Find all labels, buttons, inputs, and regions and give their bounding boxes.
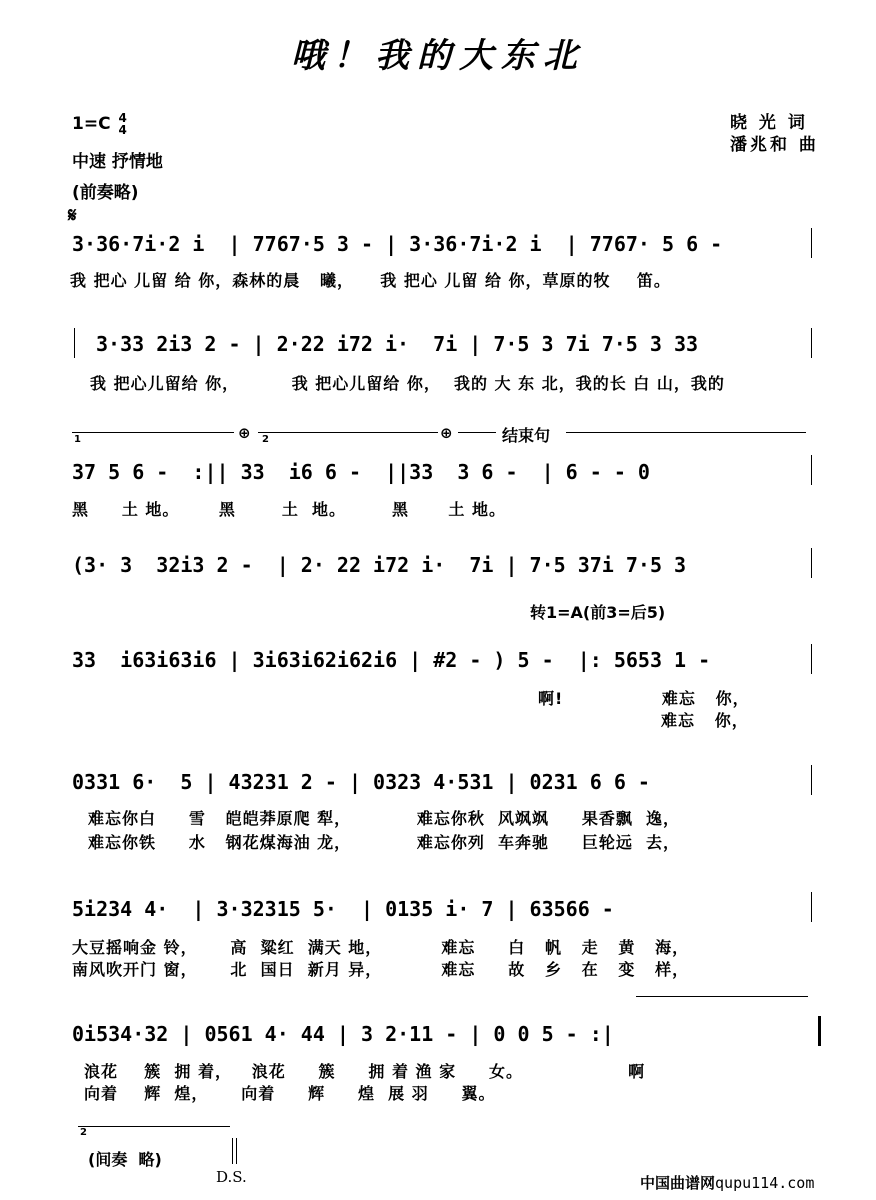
lyric-row-5b: 难忘 你，	[661, 711, 749, 730]
time-sig-numerator: 4	[118, 111, 127, 125]
coda-label: 结束句	[502, 426, 551, 445]
notation-row-4: (3· 3 32i3 2 - | 2· 22 i72 i· 7i | 7·5 37i 7·5 3	[72, 553, 687, 577]
segno-icon: 𝄋	[68, 203, 77, 227]
key-signature	[72, 112, 127, 136]
lyric-row-8a: 浪花 簇 拥 着， 浪花 簇 拥 着 渔 家 女。 啊	[84, 1062, 646, 1081]
barline	[236, 1138, 237, 1164]
lyric-row-5a: 啊! 难忘 你，	[538, 689, 750, 708]
lyric-row-2: 我 把心儿留给 你， 我 把心儿留给 你， 我的 大 东 北，我的长 白 山，我的	[90, 374, 725, 393]
barline	[811, 328, 812, 358]
volta-1-bracket	[72, 432, 234, 433]
lyric-row-6a: 难忘你白 雪 皑皑莽原爬 犁， 难忘你秋 风飒飒 果香飘 逸，	[88, 809, 680, 828]
lyric-row-3: 黑 土 地。 黑 土 地。 黑 土 地。	[72, 500, 506, 519]
ds-marking: D.S.	[216, 1168, 247, 1186]
coda-line	[566, 432, 806, 433]
final-barline	[811, 455, 812, 485]
watermark-url: qupu114.com	[715, 1174, 815, 1192]
barline	[811, 228, 812, 258]
notation-row-8: 0i534·32 | 0561 4· 44 | 3 2·11 - | 0 0 5 - :|	[72, 1022, 614, 1046]
volta-2-label: 2	[262, 434, 269, 445]
composer-credit: 潘兆和 曲	[730, 135, 819, 155]
notation-row-3: 37 5 6 - :|| 33 i6 6 - ||33 3 6 - | 6 - - 0	[72, 460, 650, 484]
interlude-note: (间奏 略)	[88, 1150, 162, 1169]
repeat-start-barline	[74, 328, 75, 358]
barline	[811, 892, 812, 922]
time-sig-denominator: 4	[118, 123, 127, 137]
volta-2-bracket	[258, 432, 438, 433]
volta-2-label: 2	[80, 1127, 87, 1138]
watermark	[640, 1172, 814, 1193]
coda-line	[458, 432, 496, 433]
tempo-marking: 中速 抒情地	[72, 152, 163, 172]
lyricist-credit: 晓 光 词	[730, 113, 808, 133]
prelude-note: (前奏略)	[72, 183, 139, 203]
notation-row-7: 5i234 4· | 3·32315 5· | 0135 i· 7 | 63566 -	[72, 897, 614, 921]
barline	[811, 644, 812, 674]
barline	[811, 765, 812, 795]
repeat-end-barline	[818, 1016, 821, 1046]
coda-icon: ⊕	[238, 424, 251, 442]
volta-bracket	[636, 996, 808, 997]
volta-1-label: 1	[74, 434, 81, 445]
lyric-row-1: 我 把心 儿留 给 你，森林的晨 曦， 我 把心 儿留 给 你，草原的牧 笛。	[70, 271, 671, 290]
time-signature	[118, 112, 126, 136]
lyric-row-6b: 难忘你铁 水 钢花煤海油 龙， 难忘你列 车奔驰 巨轮远 去，	[88, 833, 680, 852]
notation-row-1: 3·36·7i·2 i | 7767·5 3 - | 3·36·7i·2 i | 7767· 5 6 -	[72, 232, 723, 256]
modulation-marking: 转1=A(前3=后5)	[530, 603, 666, 622]
volta-2-bracket	[78, 1126, 230, 1127]
key-text: 1=C	[72, 114, 111, 134]
lyric-row-8b: 向着 辉 煌， 向着 辉 煌 展 羽 翼。	[84, 1084, 496, 1103]
page-title: 哦！我的大东北	[291, 36, 585, 76]
notation-row-6: 0331 6· 5 | 43231 2 - | 0323 4·531 | 0231 6 6 -	[72, 770, 650, 794]
barline	[232, 1138, 233, 1164]
notation-row-5: 33 i63i63i6 | 3i63i62i62i6 | #2 - ) 5 - |: 5653 1 -	[72, 648, 711, 672]
coda-icon: ⊕	[440, 424, 453, 442]
barline	[811, 548, 812, 578]
notation-row-2: 3·33 2i3 2 - | 2·22 i72 i· 7i | 7·5 3 7i 7·5 3 33	[96, 332, 699, 356]
lyric-row-7a: 大豆摇响金 铃， 高 粱红 满天 地， 难忘 白 帆 走 黄 海，	[72, 938, 690, 957]
watermark-cn: 中国曲谱网	[640, 1174, 716, 1192]
lyric-row-7b: 南风吹开门 窗， 北 国日 新月 异， 难忘 故 乡 在 变 样，	[72, 960, 690, 979]
